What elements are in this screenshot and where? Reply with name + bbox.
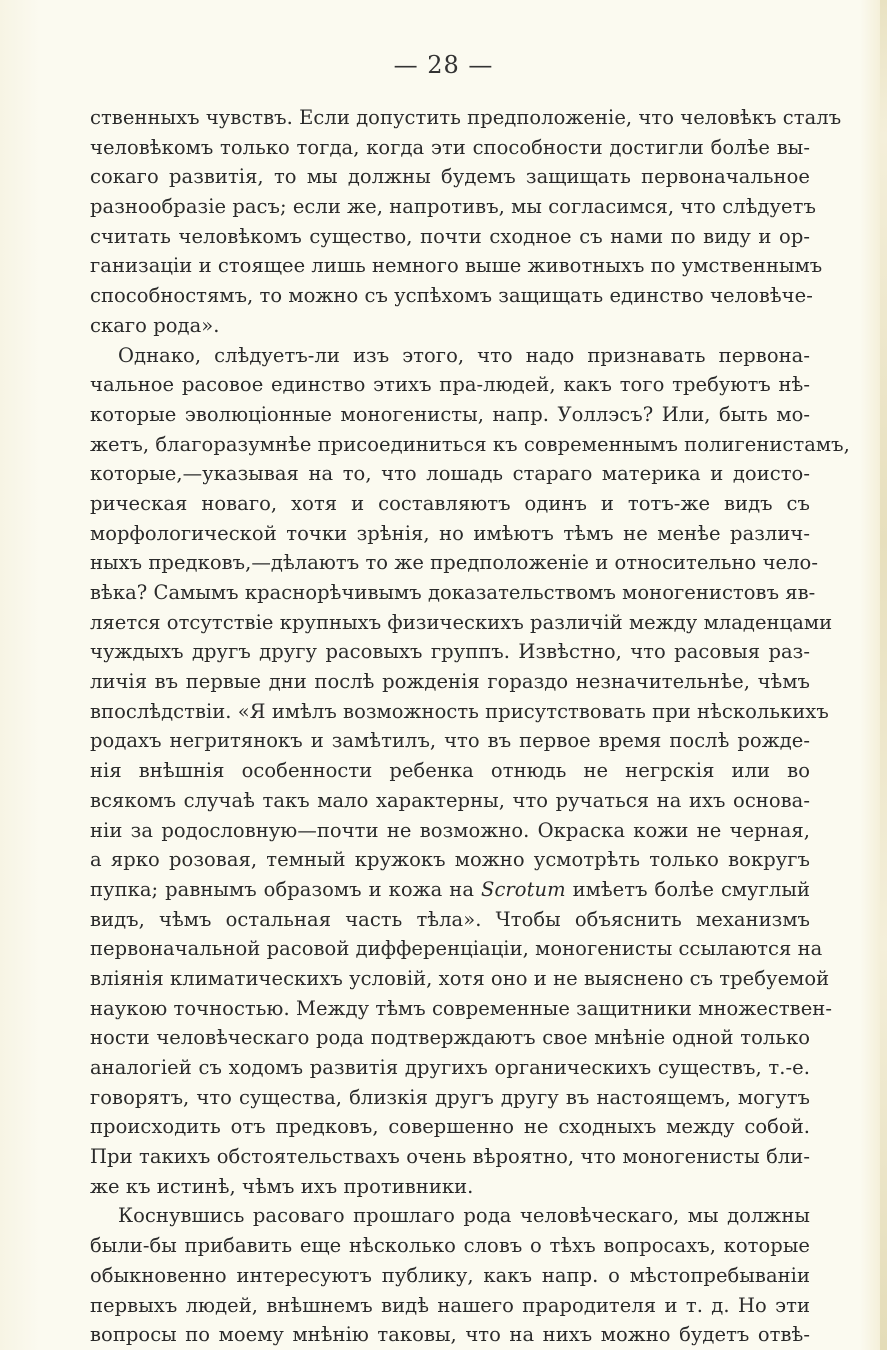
text-line: которые эволюціонные моногенисты, напр. Уоллэсъ? Или, быть мо- (90, 402, 810, 426)
paragraph (90, 1201, 810, 1349)
text-line: Коснувшись расоваго прошлаго рода человѣческаго, мы должны (118, 1204, 810, 1228)
body-text (90, 103, 850, 1350)
text-line: были-бы прибавить еще нѣсколько словъ о тѣхъ вопросахъ, которые (90, 1234, 810, 1258)
text-line: родахъ негритянокъ и замѣтилъ, что въ первое время послѣ рожде- (90, 729, 810, 753)
text-line: сокаго развитія, то мы должны будемъ защищать первоначальное (90, 165, 810, 189)
page-number: — 28 — (393, 51, 494, 79)
text-line: человѣкомъ только тогда, когда эти способности достигли болѣе вы- (90, 135, 810, 159)
text-line: обыкновенно интересуютъ публику, какъ напр. о мѣстопребываніи (90, 1263, 810, 1287)
text-line: считать человѣкомъ существо, почти сходное съ нами по виду и ор- (90, 224, 810, 248)
text-line: первоначальной расовой дифференціаціи, моногенисты ссылаются на (90, 937, 823, 961)
text-line: а ярко розовая, темный кружокъ можно усмотрѣть только вокругъ (90, 848, 810, 872)
text-line: скаго рода». (90, 313, 220, 337)
text-line: рическая новаго, хотя и составляютъ одинъ и тотъ-же видъ съ (90, 491, 810, 515)
text-line: ніи за родословную—почти не возможно. Окраска кожи не черная, (90, 818, 810, 842)
text-line: вѣка? Самымъ краснорѣчивымъ доказательствомъ моногенистовъ яв- (90, 581, 816, 604)
text-line: разнообразіе расъ; если же, напротивъ, мы согласимся, что слѣдуетъ (90, 195, 816, 219)
text-line: чальное расовое единство этихъ пра-людей, какъ того требуютъ нѣ- (90, 373, 810, 397)
text-line: происходить отъ предковъ, совершенно не сходныхъ между собой. (90, 1115, 810, 1139)
text-line: морфологической точки зрѣнія, но имѣютъ тѣмъ не менѣе различ- (90, 521, 810, 545)
paragraph (90, 103, 842, 341)
text-line: ганизаціи и стоящее лишь немного выше животныхъ по умственнымъ (90, 254, 823, 278)
text-line: ныхъ предковъ,—дѣлаютъ то же предположеніе и относительно чело- (90, 551, 818, 575)
text-line: которые,—указывая на то, что лошадь стараго материка и доисто- (90, 462, 810, 486)
text-line: говорятъ, что существа, близкія другъ другу въ настоящемъ, могутъ (90, 1085, 810, 1109)
text-line: аналогіей съ ходомъ развитія другихъ органическихъ существъ, т.-е. (90, 1056, 810, 1079)
text-line: видъ, чѣмъ остальная часть тѣла». Чтобы объяснить механизмъ (90, 907, 810, 931)
text-line: пупка; равнымъ образомъ и кожа на Scrotum имѣетъ болѣе смуглый (90, 877, 810, 901)
text-line: ляется отсутствіе крупныхъ физическихъ различій между младенцами (90, 610, 833, 634)
text-line: нія внѣшнія особенности ребенка отнюдь не негрскія или во (90, 759, 810, 783)
text-line: жетъ, благоразумнѣе присоединиться къ современнымъ полигенистамъ, (90, 432, 850, 456)
text-line: чуждыхъ другъ другу расовыхъ группъ. Извѣстно, что расовыя раз- (90, 640, 810, 664)
latin-term: Scrotum (481, 877, 566, 901)
text-line: способностямъ, то можно съ успѣхомъ защищать единство человѣче- (90, 284, 813, 308)
text-line: При такихъ обстоятельствахъ очень вѣроятно, что моногенисты бли- (90, 1145, 810, 1169)
text-line: ности человѣческаго рода подтверждаютъ свое мнѣніе одной только (90, 1026, 810, 1050)
text-line: Однако, слѣдуетъ-ли изъ этого, что надо признавать первона- (118, 343, 810, 367)
text-line: впослѣдствіи. «Я имѣлъ возможность присутствовать при нѣсколькихъ (90, 699, 829, 723)
page-edge (880, 0, 887, 1350)
paragraph (90, 341, 850, 1202)
text-line: ственныхъ чувствъ. Если допустить предположеніе, что человѣкъ сталъ (90, 106, 842, 129)
text-line: всякомъ случаѣ такъ мало характерны, что ручаться на ихъ основа- (90, 788, 810, 812)
text-line: наукою точностью. Между тѣмъ современные защитники множествен- (90, 996, 832, 1020)
text-line: личія въ первые дни послѣ рожденія гораздо незначительнѣе, чѣмъ (90, 670, 810, 694)
text-line: же къ истинѣ, чѣмъ ихъ противники. (90, 1174, 474, 1198)
text-line: вліянія климатическихъ условій, хотя оно и не выяснено съ требуемой (90, 966, 830, 990)
text-line: первыхъ людей, внѣшнемъ видѣ нашего прародителя и т. д. Но эти (90, 1293, 810, 1317)
text-line: вопросы по моему мнѣнію таковы, что на нихъ можно будетъ отвѣ- (90, 1323, 810, 1347)
